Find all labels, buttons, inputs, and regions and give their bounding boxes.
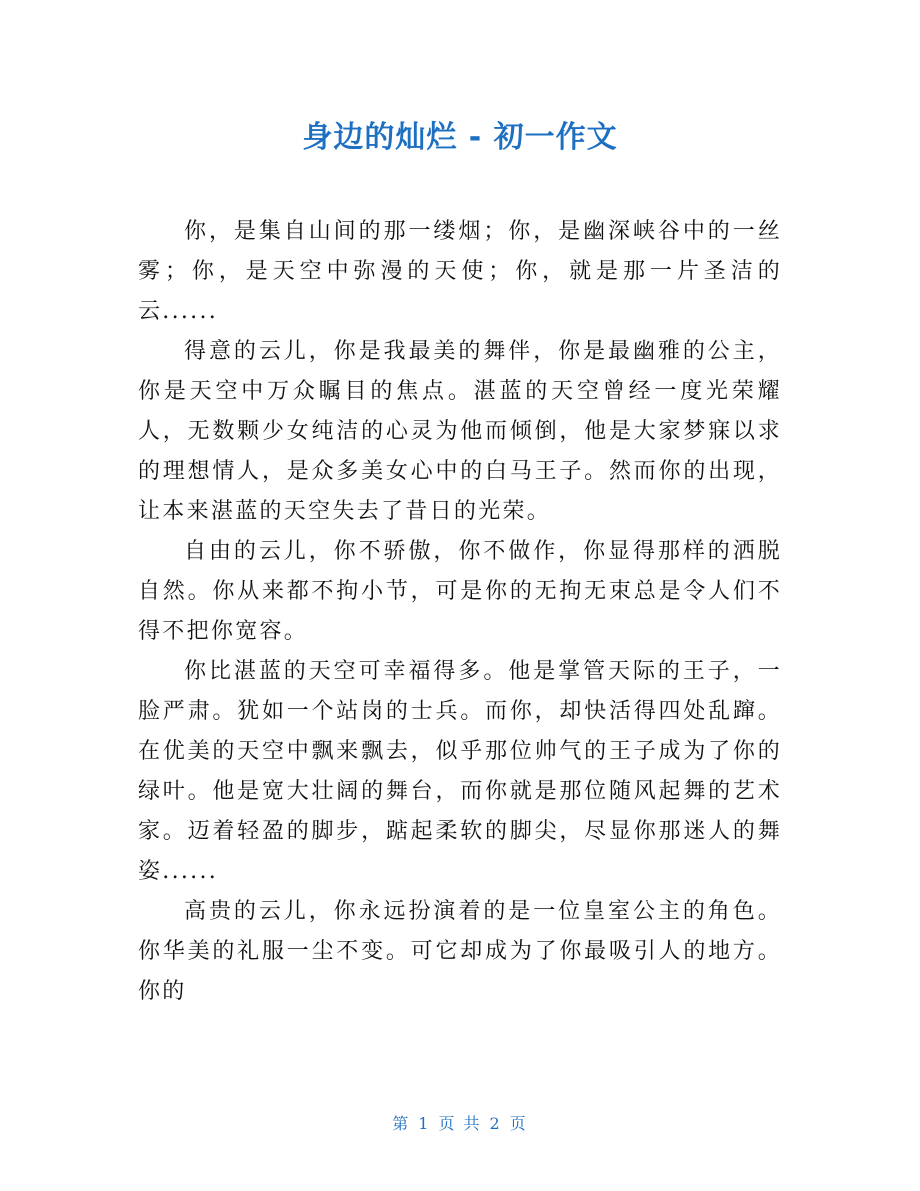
document-title: 身边的灿烂 - 初一作文	[302, 120, 618, 155]
footer-total-pages: 2	[489, 1114, 502, 1133]
footer-page-number: 1	[418, 1114, 431, 1133]
paragraph-1: 你，是集自山间的那一缕烟；你，是幽深峡谷中的一丝雾；你，是天空中弥漫的天使；你，就是那一片圣洁的云......	[138, 219, 782, 324]
paragraph-2: 得意的云儿，你是我最美的舞伴，你是最幽雅的公主，你是天空中万众瞩目的焦点。湛蓝的天空曾经一度光荣耀人，无数颗少女纯洁的心灵为他而倾倒，他是大家梦寐以求的理想情人，是众多美女心中的白马王子。然而你的出现，让本来湛蓝的天空失去了昔日的光荣。	[138, 339, 782, 524]
page-footer	[0, 1112, 920, 1136]
footer-page-prefix: 第	[392, 1114, 411, 1133]
document-body	[138, 212, 782, 1012]
footer-page-suffix: 页	[509, 1114, 528, 1133]
footer-page-mid: 页 共	[438, 1114, 482, 1133]
paragraph-5: 高贵的云儿，你永远扮演着的是一位皇室公主的角色。你华美的礼服一尘不变。可它却成为了你最吸引人的地方。你的	[138, 899, 782, 1004]
paragraph-4: 你比湛蓝的天空可幸福得多。他是掌管天际的王子，一脸严肃。犹如一个站岗的士兵。而你，却快活得四处乱蹿。在优美的天空中飘来飘去，似乎那位帅气的王子成为了你的绿叶。他是宽大壮阔的舞台，而你就是那位随风起舞的艺术家。迈着轻盈的脚步，踮起柔软的脚尖，尽显你那迷人的舞姿......	[138, 659, 782, 884]
paragraph-3: 自由的云儿，你不骄傲，你不做作，你显得那样的洒脱自然。你从来都不拘小节，可是你的无拘无束总是令人们不得不把你宽容。	[138, 539, 782, 644]
